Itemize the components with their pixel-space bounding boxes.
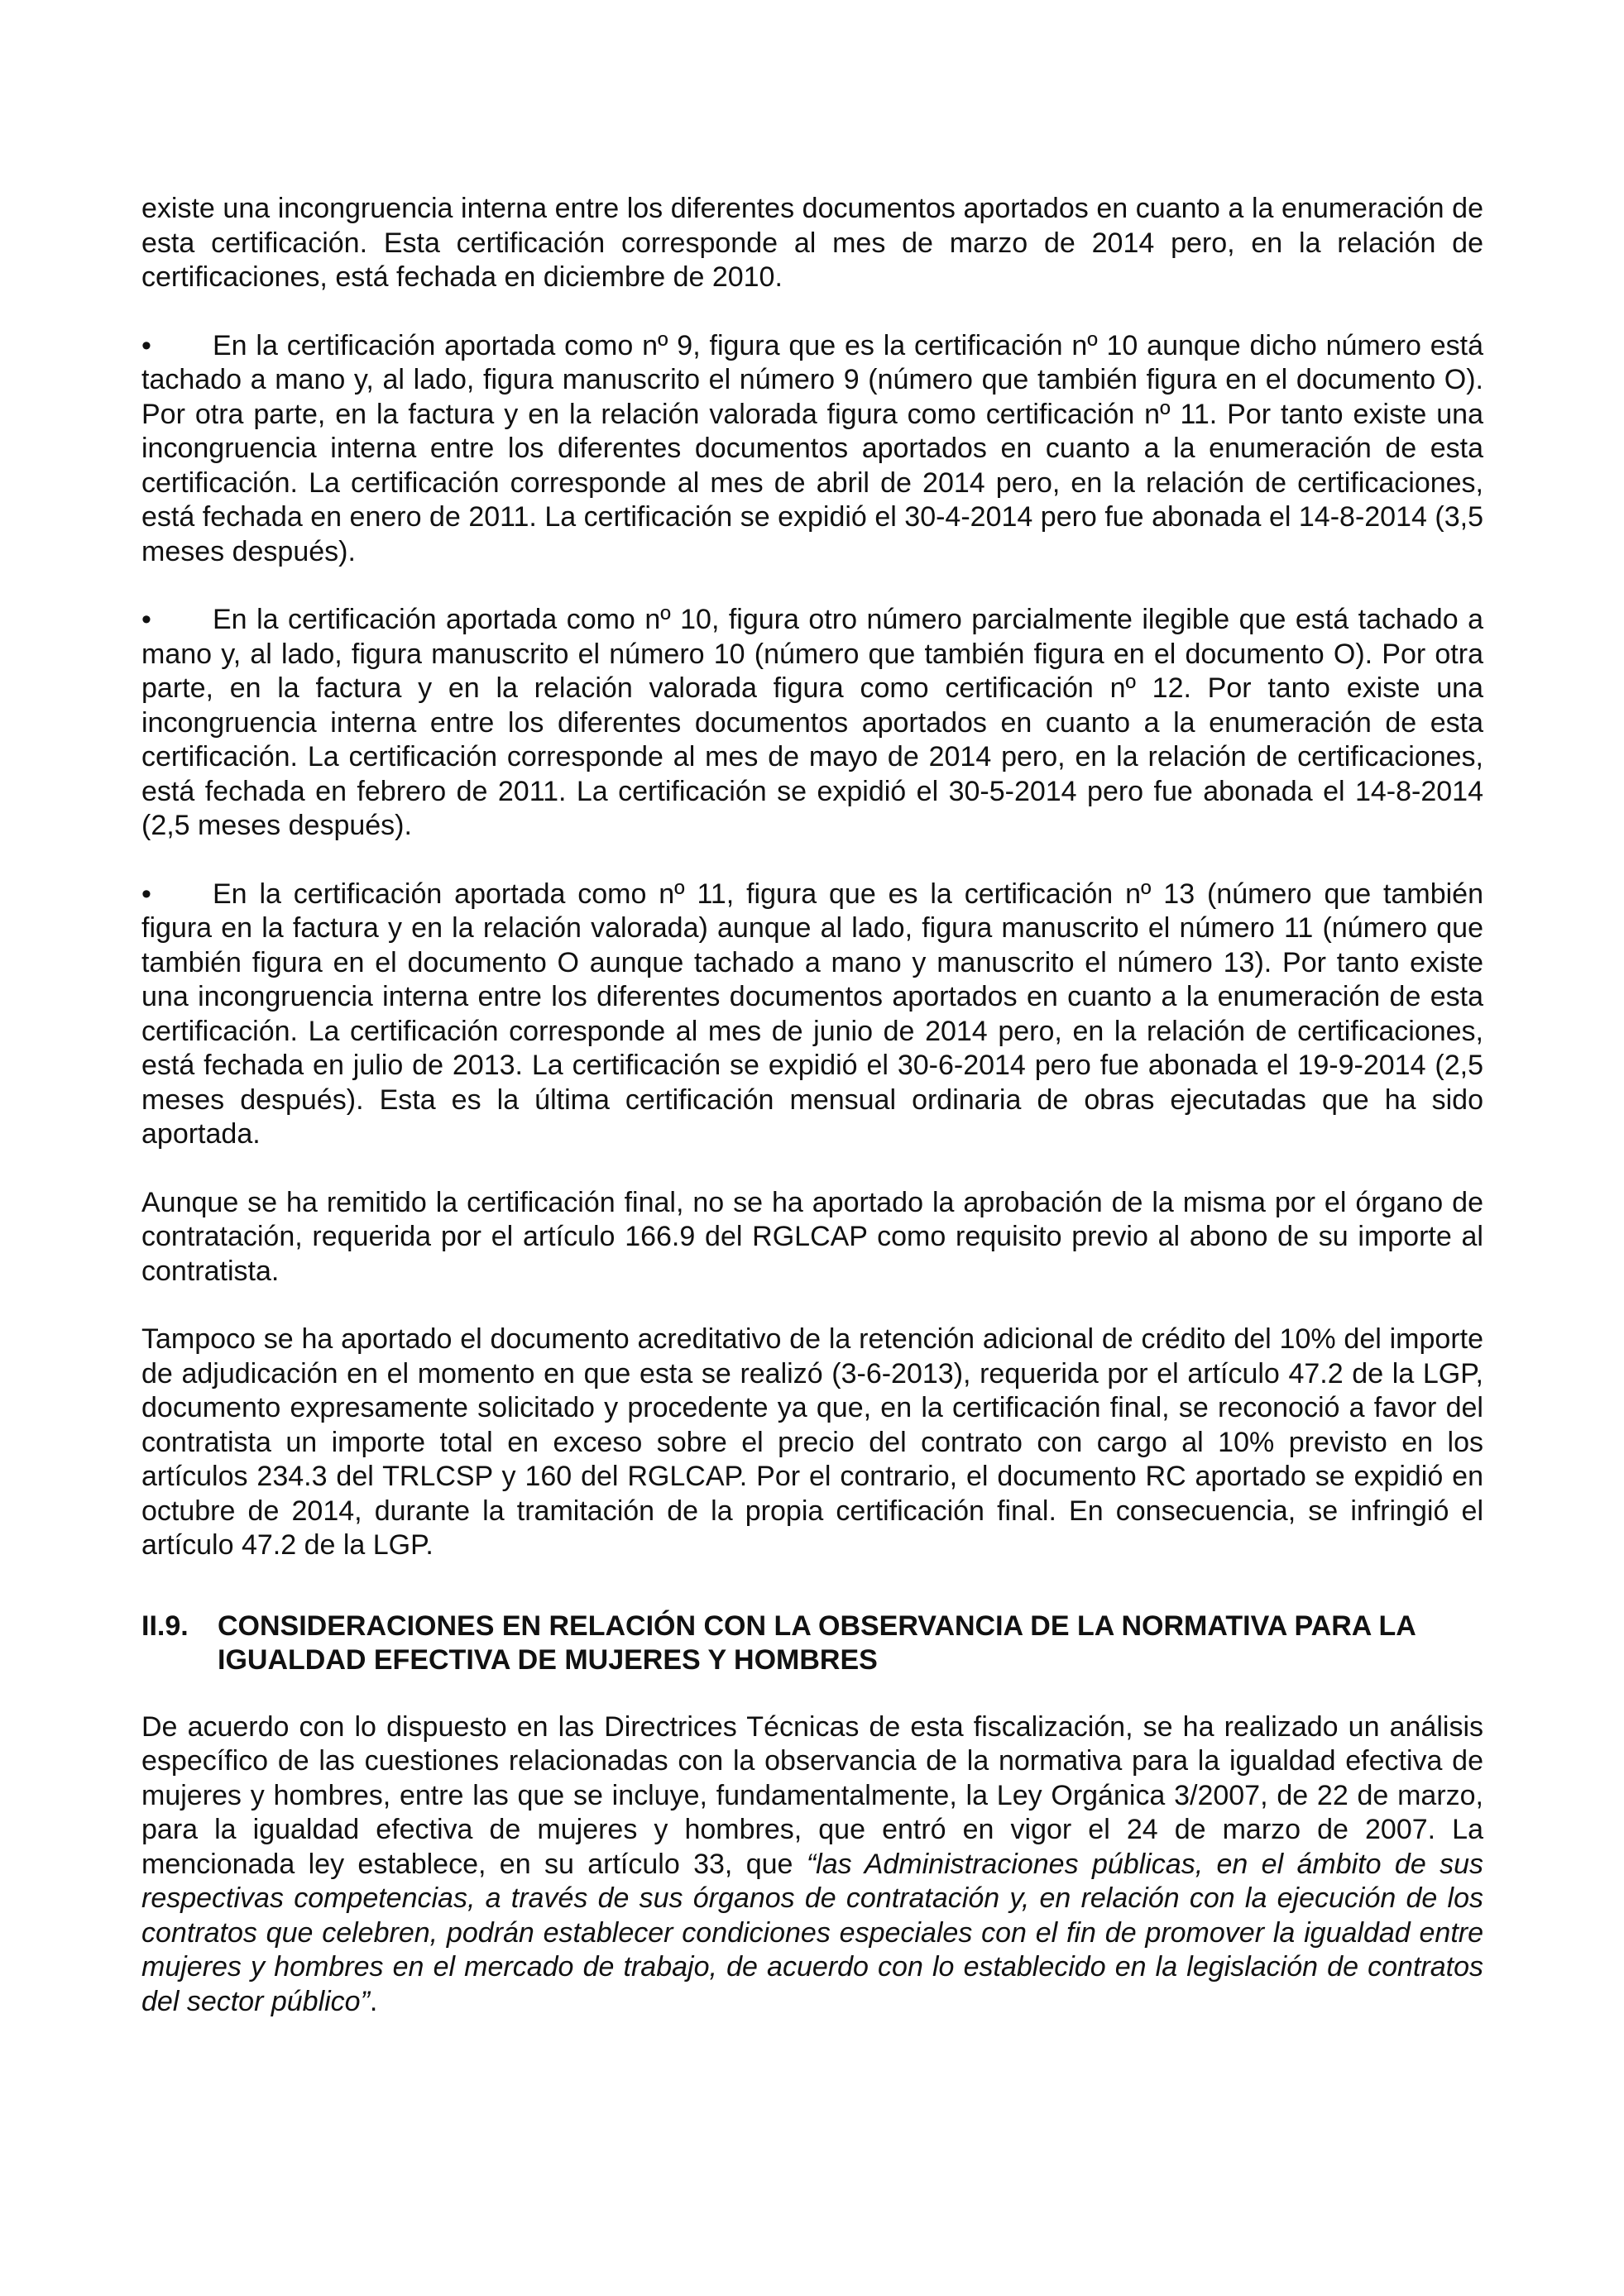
bullet-text: En la certificación aportada como nº 10, figura otro número parcialmente ilegible que está tachado a mano y, al lado, figura manuscrito el número 10 (número que también figura en el documento O). Por otra parte, en la factura y en la relación valorada figura como certificación nº 12. Por tanto existe una incongruencia interna entre los diferentes documentos aportados en cuanto a la enumeración de esta certificación. La certificación corresponde al mes de mayo de 2014 pero, en la relación de certificaciones, está fechada en febrero de 2011. La certificación se expidió el 30-5-2014 pero fue abonada el 14-8-2014 (2,5 meses después). (141, 604, 1483, 841)
paragraph-continuation: existe una incongruencia interna entre los diferentes documentos aportados en cuanto a la enumeración de esta certificación. Esta certificación corresponde al mes de marzo de 2014 pero, en la relación de certificaciones, está fechada en diciembre de 2010. (141, 193, 1483, 293)
paragraph-igualdad-end: . (369, 1985, 378, 2017)
paragraph-retencion-credito: Tampoco se ha aportado el documento acreditativo de la retención adicional de crédito del 10% del importe de adjudicación en el momento en que esta se realizó (3-6-2013), requerida por el artículo 47.2 de la LGP, documento expresamente solicitado y procedente ya que, en la certificación final, se reconoció a favor del contratista un importe total en exceso sobre el precio del contrato con cargo al 10% previsto en los artículos 234.3 del TRLCSP y 160 del RGLCAP. Por el contrario, el documento RC aportado se expidió en octubre de 2014, durante la tramitación de la propia certificación final. En consecuencia, se infringió el artículo 47.2 de la LGP. (141, 1323, 1483, 1561)
bullet-item-certificacion-11 (141, 878, 1483, 1152)
section-title: CONSIDERACIONES EN RELACIÓN CON LA OBSERVANCIA DE LA NORMATIVA PARA LA IGUALDAD EFECTIVA DE MUJERES Y HOMBRES (218, 1610, 1416, 1676)
bullet-text: En la certificación aportada como nº 11, figura que es la certificación nº 13 (número que también figura en la factura y en la relación valorada) aunque al lado, figura manuscrito el número 11 (número que también figura en el documento O aunque tachado a mano y manuscrito el número 13). Por tanto existe una incongruencia interna entre los diferentes documentos aportados en cuanto a la enumeración de esta certificación. La certificación corresponde al mes de junio de 2014 pero, en la relación de certificaciones, está fechada en julio de 2013. La certificación se expidió el 30-6-2014 pero fue abonada el 19-9-2014 (2,5 meses después). Esta es la última certificación mensual ordinaria de obras ejecutadas que ha sido aportada. (141, 878, 1483, 1150)
paragraph-igualdad (141, 1710, 1483, 2020)
bullet-item-certificacion-10 (141, 603, 1483, 844)
bullet-item-certificacion-9 (141, 329, 1483, 570)
bullet-icon: • (141, 878, 151, 910)
paragraph-certificacion-final: Aunque se ha remitido la certificación final, no se ha aportado la aprobación de la misma por el órgano de contratación, requerida por el artículo 166.9 del RGLCAP como requisito previo al abono de su importe al contratista. (141, 1186, 1483, 1287)
section-number: II.9. (141, 1610, 189, 1642)
section-heading (141, 1610, 1483, 1677)
legal-quote: “las Administraciones públicas, en el ámbito de sus respectivas competencias, a través de sus órganos de contratación y, en relación con la ejecución de los contratos que celebren, podrán establecer condiciones especiales con el fin de promover la igualdad entre mujeres y hombres en el mercado de trabajo, de acuerdo con lo establecido en la legislación de contratos del sector público” (141, 1848, 1484, 2017)
paragraph-igualdad-text: De acuerdo con lo dispuesto en las Directrices Técnicas de esta fiscalización, se ha realizado un análisis específico de las cuestiones relacionadas con la observancia de la normativa para la igualdad efectiva de mujeres y hombres, entre las que se incluye, fundamentalmente, la Ley Orgánica 3/2007, de 22 de marzo, para la igualdad efectiva de mujeres y hombres, que entró en vigor el 24 de marzo de 2007. La mencionada ley establece, en su artículo 33, que (141, 1710, 1483, 1880)
bullet-icon: • (141, 329, 151, 361)
document-page (141, 192, 1483, 2053)
bullet-icon: • (141, 604, 151, 635)
bullet-text: En la certificación aportada como nº 9, figura que es la certificación nº 10 aunque dicho número está tachado a mano y, al lado, figura manuscrito el número 9 (número que también figura en el documento O). Por otra parte, en la factura y en la relación valorada figura como certificación nº 11. Por tanto existe una incongruencia interna entre los diferentes documentos aportados en cuanto a la enumeración de esta certificación. La certificación corresponde al mes de abril de 2014 pero, en la relación de certificaciones, está fechada en enero de 2011. La certificación se expidió el 30-4-2014 pero fue abonada el 14-8-2014 (3,5 meses después). (141, 329, 1483, 567)
